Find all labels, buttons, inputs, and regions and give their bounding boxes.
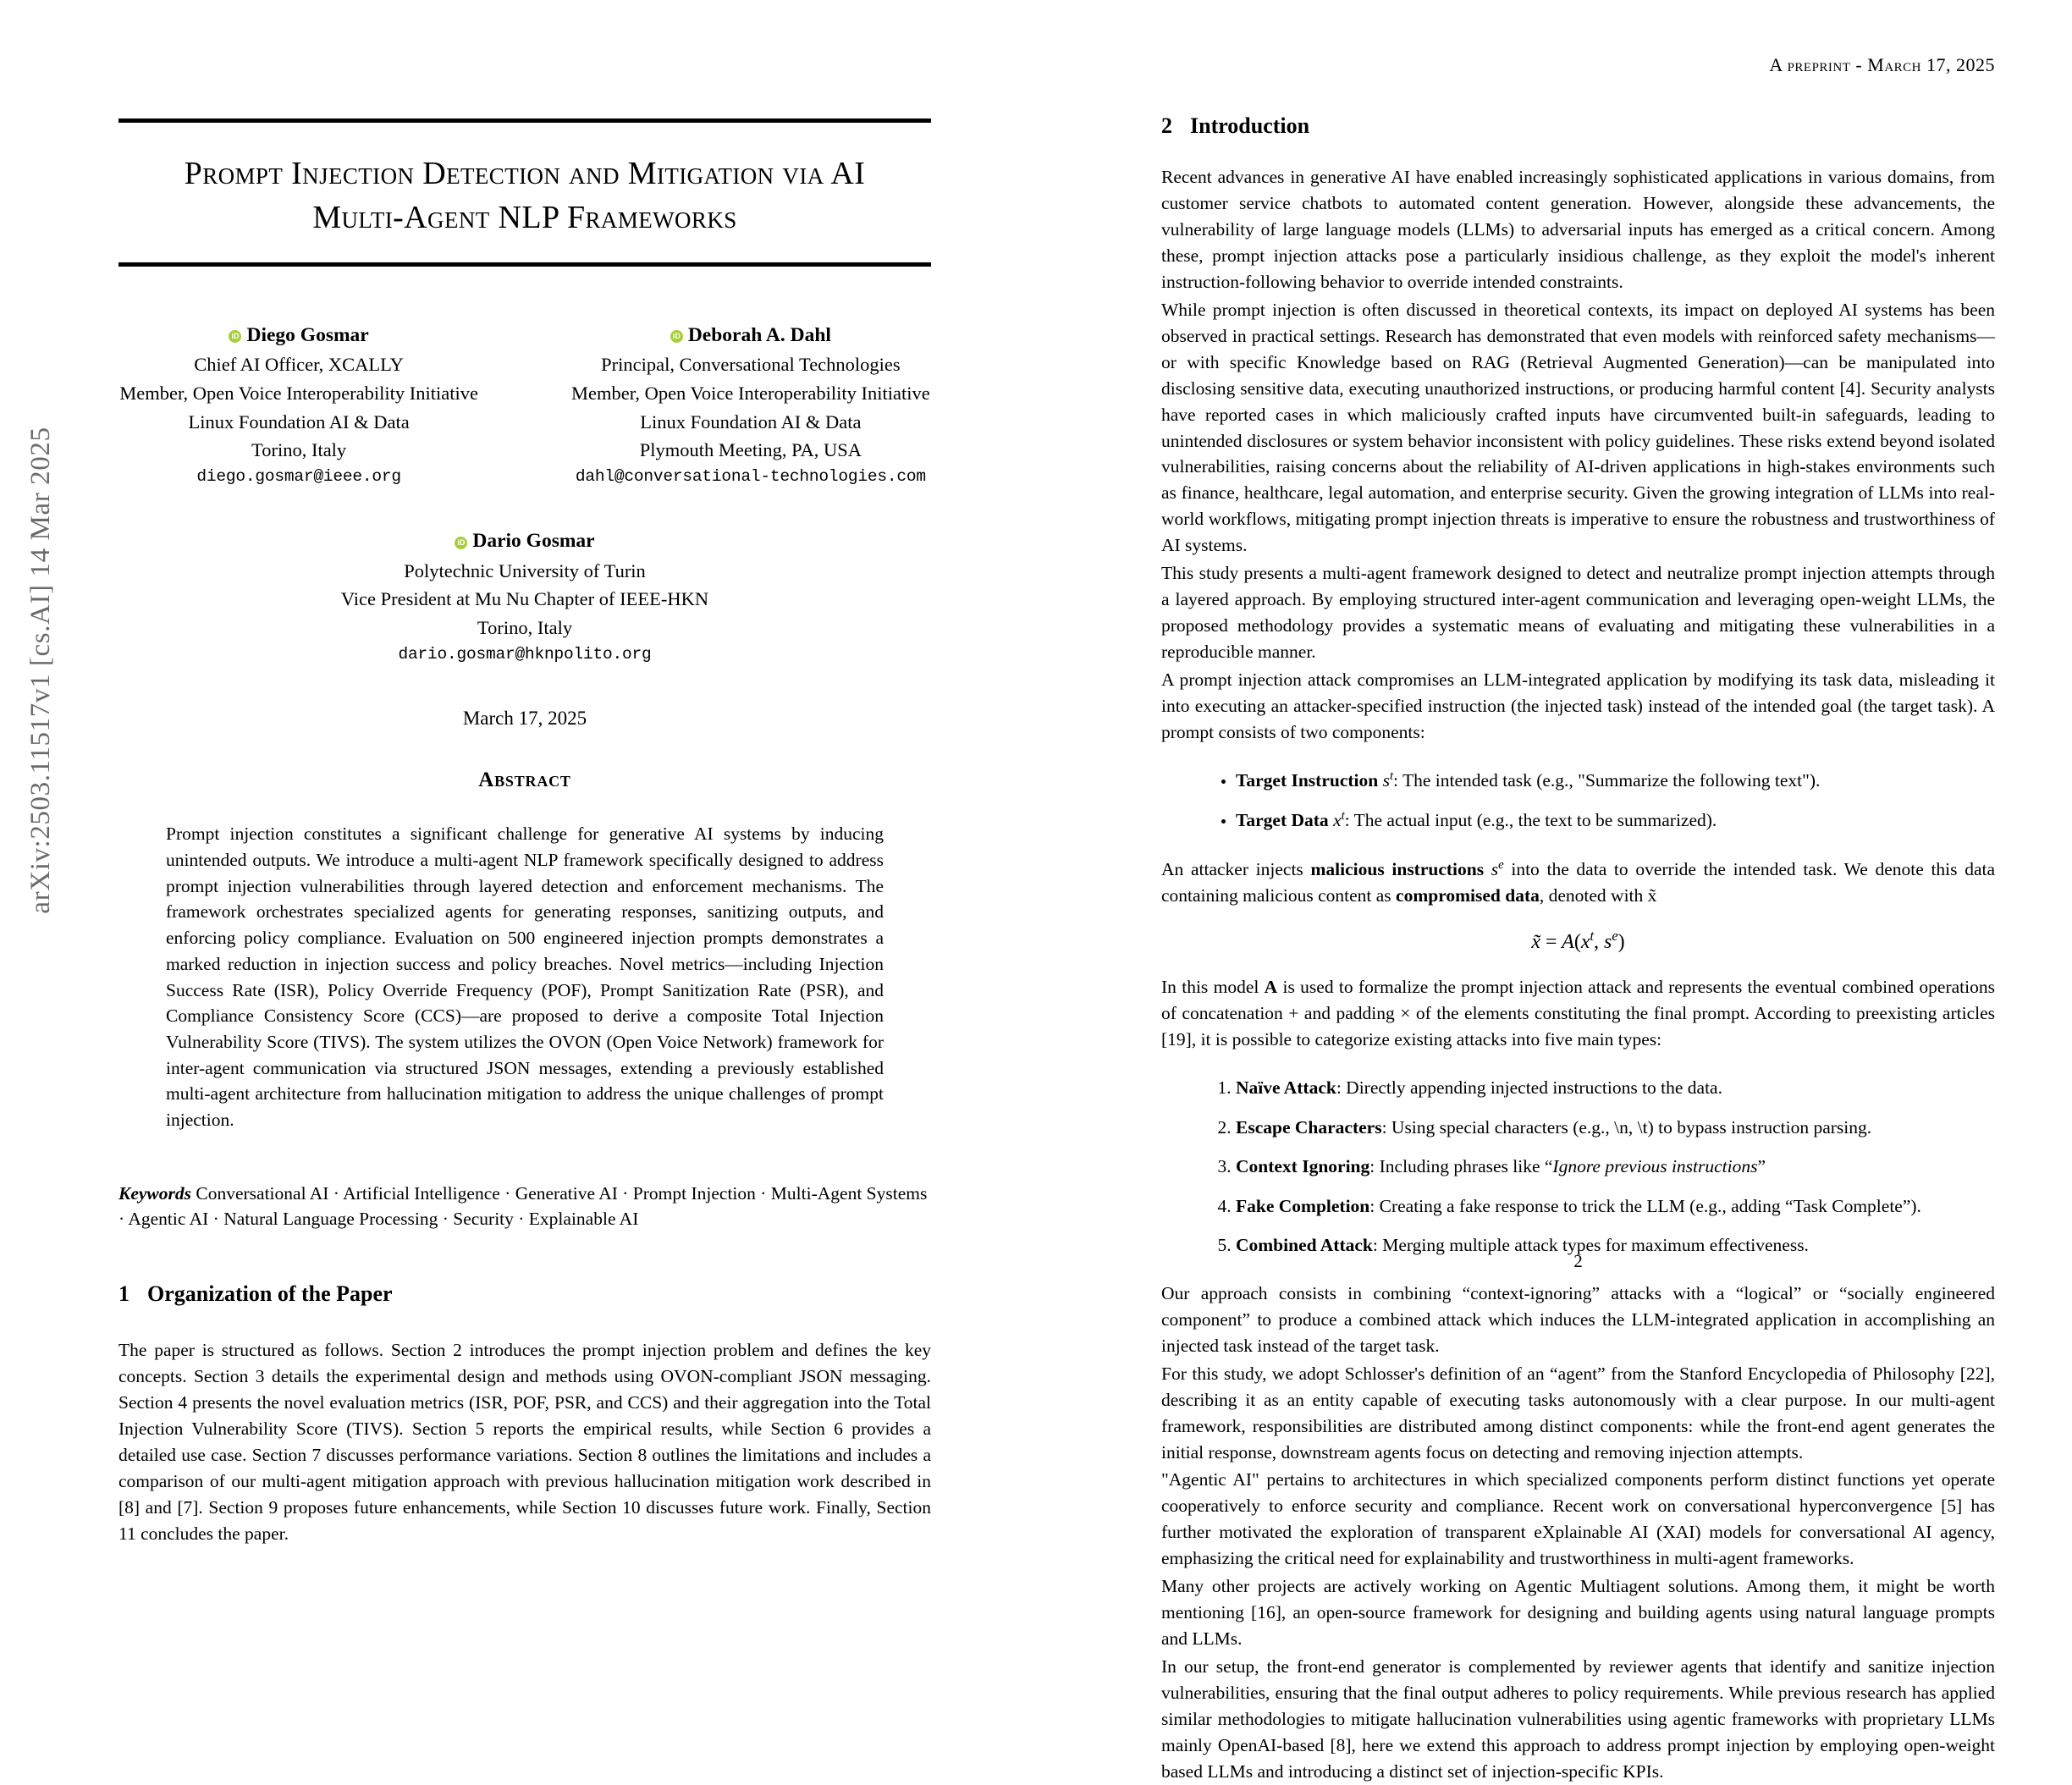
author-name-text: Diego Gosmar [246,323,369,346]
author-affiliation-2: Member, Open Voice Interoperability Initiative [119,382,478,404]
author-affiliation-3: Linux Foundation AI & Data [188,410,410,432]
model-operator-symbol: A [1264,977,1278,998]
author-block-dario-gosmar [118,526,931,667]
title-line-2: Multi-Agent NLP Frameworks [312,200,737,236]
list-item [1236,807,1995,834]
author-email[interactable]: dario.gosmar@hknpolito.org [398,644,652,664]
title-rule-bottom [118,262,931,267]
intro-paragraph-4: A prompt injection attack compromises an LLM-integrated application by modifying its task data, misleading it into executing an attacker-specified instruction (the injected task) instead of the intended goal (the target task). A prompt consists of two components: [1161,669,1995,743]
attack-desc-italic: Ignore previous instructions [1552,1156,1758,1177]
model-formalization-paragraph [1161,974,1995,1053]
intro-paragraph-2: While prompt injection is often discussed in theoretical contexts, its impact on deployed AI systems has been observed in practical settings. Research has demonstrated that even models with reinforced safety mechanisms—or with specific Knowledge based on RAG (Retrieval Augmented Generation)—can be manipulated into disclosing sensitive data, executing unauthorized instructions, or producing harmful content [4]. Security analysts have reported cases in which maliciously crafted inputs have circumvented built-in safeguards, leading to unintended disclosures or system behavior inconsistent with policy guidelines. These risks extend beyond isolated vulnerabilities, raising concerns about the reliability of AI-driven applications in high-stakes environments such as finance, healthcare, legal automation, and enterprise security. Given the growing integration of LLMs into real-world workflows, mitigating prompt injection threats is imperative to ensure the robustness and trustworthiness of AI systems. [1161,299,1995,556]
keywords-label: Keywords [118,1182,191,1204]
right-column [1161,54,1995,1785]
section-title: Organization of the Paper [147,1281,393,1306]
attacker-text-mid: into the data to override the intended task. We denote this data containing malicious content as [1161,859,1996,906]
author-affiliation-1: Chief AI Officer, XCALLY [194,354,404,376]
keywords [118,1181,931,1232]
author-location: Torino, Italy [251,439,347,461]
orcid-icon[interactable] [229,330,241,343]
attack-desc-pre: : Including phrases like “ [1369,1156,1553,1177]
abstract-heading: Abstract [478,769,571,792]
section-heading-organization [118,1281,931,1307]
attack-term: Combined Attack [1236,1235,1373,1256]
author-email[interactable]: dahl@conversational-technologies.com [575,467,926,487]
author-name-deborah-dahl [670,321,831,350]
attacker-text-post: , denoted with x̃ [1539,885,1657,906]
left-column [118,118,931,1547]
intro-paragraph-3: This study presents a multi-agent framework designed to detect and neutralize prompt injection attempts through a layered approach. By employing structured inter-agent communication and leveraging open-weight LLMs, the proposed methodology provides a systematic means of evaluating and mitigating these vulnerabilities in a reproducible manner. [1161,563,1995,663]
closing-paragraph-4: Many other projects are actively working on Agentic Multiagent solutions. Among them, it might be worth mentioning [16], an open-source framework for designing and building agents using natural language prompts and LLMs. [1161,1576,1995,1650]
authors-row [118,321,931,490]
author-name-dario-gosmar [455,526,594,556]
section-heading-introduction [1161,113,1995,139]
page-number: 2 [1573,1251,1583,1271]
list-item [1236,768,1995,794]
author-affiliation-3: Linux Foundation AI & Data [640,410,862,432]
title-rule-top [118,118,931,123]
author-affiliation-2: Member, Open Voice Interoperability Initiative [571,382,930,404]
list-item [1236,1193,1995,1220]
keywords-list: Conversational AI · Artificial Intelligence · Generative AI · Prompt Injection · Multi-Agent Systems · Agentic AI · Natural Language Processing · Security · Explainable AI [118,1182,928,1230]
list-item [1236,1154,1995,1180]
attack-desc-post: ” [1757,1156,1766,1177]
closing-paragraph-5: In our setup, the front-end generator is complemented by reviewer agents that identify and sanitize injection vulnerabilities, ensuring that the final output adheres to policy requirements. While previous research has applied similar methodologies to mitigate hallucination vulnerabilities using agentic frameworks with proprietary LLMs mainly OpenAI-based [8], here we extend this approach to address prompt injection by employing open-weight based LLMs and introducing a distinct set of injection-specific KPIs. [1161,1656,1995,1782]
malicious-symbol: $s^e$ [1491,858,1504,880]
page-title [118,152,931,240]
section-number: 2 [1161,113,1172,138]
attack-desc: : Creating a fake response to trick the LLM (e.g., adding “Task Complete”). [1369,1195,1921,1216]
model-text-pre: In this model [1161,977,1265,998]
attack-types-list [1161,1075,1995,1259]
attack-desc: : Directly appending injected instructions to the data. [1336,1077,1722,1099]
closing-paragraph-2: For this study, we adopt Schlosser's definition of an “agent” from the Stanford Encyclopedia of Philosophy [22], describing it as an entity capable of executing tasks autonomously with a clear purpose. In our multi-agent framework, responsibilities are distributed among distinct components: while the front-end agent generates the initial response, downstream agents focus on detecting and removing injection attempts. [1161,1363,1995,1463]
section-number: 1 [118,1281,130,1306]
attack-term: Escape Characters [1236,1116,1382,1138]
attacker-text-pre: An attacker injects [1161,859,1311,880]
closing-paragraph-1: Our approach consists in combining “context-ignoring” attacks with a “logical” or “socially engineered component” to produce a combined attack which induces the LLM-integrated application in accomplishing an injected task instead of the target task. [1161,1282,1995,1356]
author-name-text: Dario Gosmar [472,530,595,553]
component-desc: : The intended task (e.g., "Summarize the following text"). [1393,770,1821,791]
orcid-icon[interactable] [670,330,683,343]
intro-paragraph-1: Recent advances in generative AI have enabled increasingly sophisticated applications in various domains, from customer service chatbots to automated content generation. However, alongside these advancements, the vulnerability of large language models (LLMs) to adversarial inputs has emerged as a critical concern. Among these, prompt injection attacks pose a particularly insidious challenge, as they exploit the model's inherent instruction-following behavior to override intended constraints. [1161,167,1995,292]
author-block-deborah-dahl [571,321,930,490]
author-affiliation-2: Vice President at Mu Nu Chapter of IEEE-HKN [340,588,709,610]
paper-date: March 17, 2025 [462,708,587,730]
component-symbol: $s^t$ [1382,769,1394,791]
author-name-diego-gosmar [229,321,368,350]
author-affiliation-1: Polytechnic University of Turin [404,559,646,581]
author-affiliation-1: Principal, Conversational Technologies [601,354,901,376]
component-desc: : The actual input (e.g., the text to be summarized). [1344,809,1717,830]
author-name-text: Deborah A. Dahl [687,323,831,346]
author-location: Torino, Italy [477,617,573,639]
attack-term: Fake Completion [1236,1195,1370,1216]
attacker-injection-paragraph [1161,857,1995,909]
model-text-post: is used to formalize the prompt injection attack and represents the eventual combined operations of concatenation + and padding × of the elements constituting the final prompt. According to preexisting articles [19], it is possible to categorize existing attacks into five main types: [1161,977,1995,1050]
attack-desc: : Using special characters (e.g., \n, \t) to bypass instruction parsing. [1381,1116,1872,1138]
orcid-icon[interactable] [455,537,467,549]
section-title: Introduction [1190,113,1310,138]
closing-paragraph-3: "Agentic AI" pertains to architectures in which specialized components perform distinct functions yet operate cooperatively to enforce security and compliance. Recent work on conversational hyperconvergence [5] has further motivated the exploration of transparent eXplainable AI (XAI) models for conversational AI agency, emphasizing the critical need for explainability and trustworthiness in multi-agent frameworks. [1161,1469,1995,1569]
author-block-diego-gosmar [119,321,478,490]
malicious-instructions-term: malicious instructions [1310,859,1485,880]
list-item [1236,1075,1995,1101]
compromised-data-term: compromised data [1396,885,1540,906]
arxiv-identifier-stamp: arXiv:2503.11517v1 [cs.AI] 14 Mar 2025 [25,427,56,914]
author-email[interactable]: diego.gosmar@ieee.org [196,467,401,487]
prompt-components-list [1161,768,1995,833]
attack-desc: : Merging multiple attack types for maximum effectiveness. [1372,1235,1809,1256]
author-location: Plymouth Meeting, PA, USA [639,439,862,461]
component-term: Target Data [1236,809,1329,830]
equation-compromised-data: x̃ = $A(x^t$, $s^e$) [1531,928,1625,954]
component-term: Target Instruction [1236,770,1379,791]
section1-paragraph: The paper is structured as follows. Section 2 introduces the prompt injection problem and defines the key concepts. Section 3 details the experimental design and methods using OVON-compliant JSON messaging. Section 4 presents the novel evaluation metrics (ISR, POF, PSR, and CCS) and their aggregation into the Total Injection Vulnerability Score (TIVS). Section 5 reports the empirical results, while Section 6 provides a detailed use case. Section 7 discusses performance variations. Section 8 outlines the limitations and includes a comparison of our multi-agent mitigation approach with previous hallucination mitigation work described in [8] and [7]. Section 9 proposes future enhancements, while Section 10 discusses future work. Finally, Section 11 concludes the paper. [118,1339,931,1544]
attack-term: Context Ignoring [1236,1156,1370,1177]
title-line-1: Prompt Injection Detection and Mitigation via AI [184,156,866,191]
abstract-body: Prompt injection constitutes a significant challenge for generative AI systems by inducing unintended outputs. We introduce a multi-agent NLP framework specifically designed to address prompt injection vulnerabilities through layered detection and enforcement mechanisms. The framework orchestrates specialized agents for generating responses, sanitizing outputs, and enforcing policy compliance. Evaluation on 500 engineered injection prompts demonstrates a marked reduction in injection success and policy breaches. Novel metrics—including Injection Success Rate (ISR), Policy Override Frequency (POF), Prompt Sanitization Rate (PSR), and Compliance Consistency Score (CCS)—are proposed to derive a composite Total Injection Vulnerability Score (TIVS). The system utilizes the OVON (Open Voice Network) framework for inter-agent communication via structured JSON messages, extending a previously established multi-agent architecture from hallucination mitigation to address the unique challenges of prompt injection. [166,824,884,1131]
list-item [1236,1115,1995,1141]
attack-term: Naïve Attack [1236,1077,1336,1099]
preprint-header: A preprint - March 17, 2025 [1769,54,1995,75]
component-symbol: $x^t$ [1333,808,1345,830]
